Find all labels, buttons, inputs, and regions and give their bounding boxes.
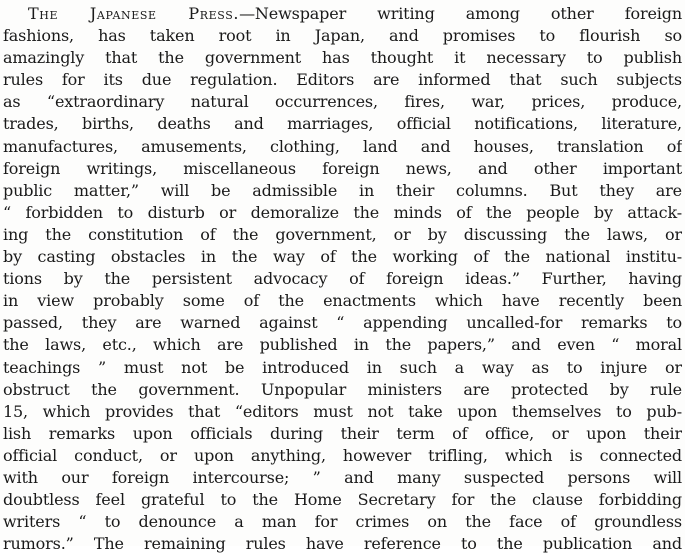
article-line: lish remarks upon officials during their term of office, or upon their [3,423,682,443]
article-body [3,3,682,555]
article-line: ing the constitution of the government, or by discussing the laws, or [3,224,682,244]
article-line: with our foreign intercourse; ” and many suspected persons will [3,467,682,487]
article-line: passed, they are warned against “ appending uncalled-for remarks to [3,313,682,333]
article-line: public matter,” will be admissible in their columns. But they are [3,180,682,200]
article-line: by casting obstacles in the way of the working of the national institu- [3,247,682,267]
article-line: doubtless feel grateful to the Home Secretary for the clause forbidding [3,490,682,510]
article-line: trades, births, deaths and marriages, official notifications, literature, [3,114,682,134]
article-line: teachings ” must not be introduced in such a way as to injure or [3,357,682,377]
article-line: manufactures, amusements, clothing, land and houses, translation of [3,136,682,156]
article-line: in view probably some of the enactments which have recently been [3,291,682,311]
article-line: rumors.” The remaining rules have reference to the publication and [3,534,682,554]
article-line [3,3,682,25]
article-line: tions by the persistent advocacy of foreign ideas.” Further, having [3,269,682,289]
article-line: “ forbidden to disturb or demoralize the minds of the people by attack- [3,202,682,222]
article-line: obstruct the government. Unpopular ministers are protected by rule [3,379,682,399]
article-line: writers “ to denounce a man for crimes on the face of groundless [3,512,682,532]
article-line: rules for its due regulation. Editors are informed that such subjects [3,70,682,90]
article-line-text: —Newspaper writing among other foreign [239,4,682,23]
article-line: 15, which provides that “editors must not take upon themselves to pub- [3,401,682,421]
article-line: official conduct, or upon anything, however trifling, which is connected [3,445,682,465]
article-line: the laws, etc., which are published in the papers,” and even “ moral [3,335,682,355]
article-line: amazingly that the government has thought it necessary to publish [3,48,682,68]
article-line: fashions, has taken root in Japan, and promises to flourish so [3,26,682,46]
article-headline: The Japanese Press. [28,4,240,23]
article-line: foreign writings, miscellaneous foreign news, and other important [3,158,682,178]
article-line: as “extraordinary natural occurrences, fires, war, prices, produce, [3,92,682,112]
